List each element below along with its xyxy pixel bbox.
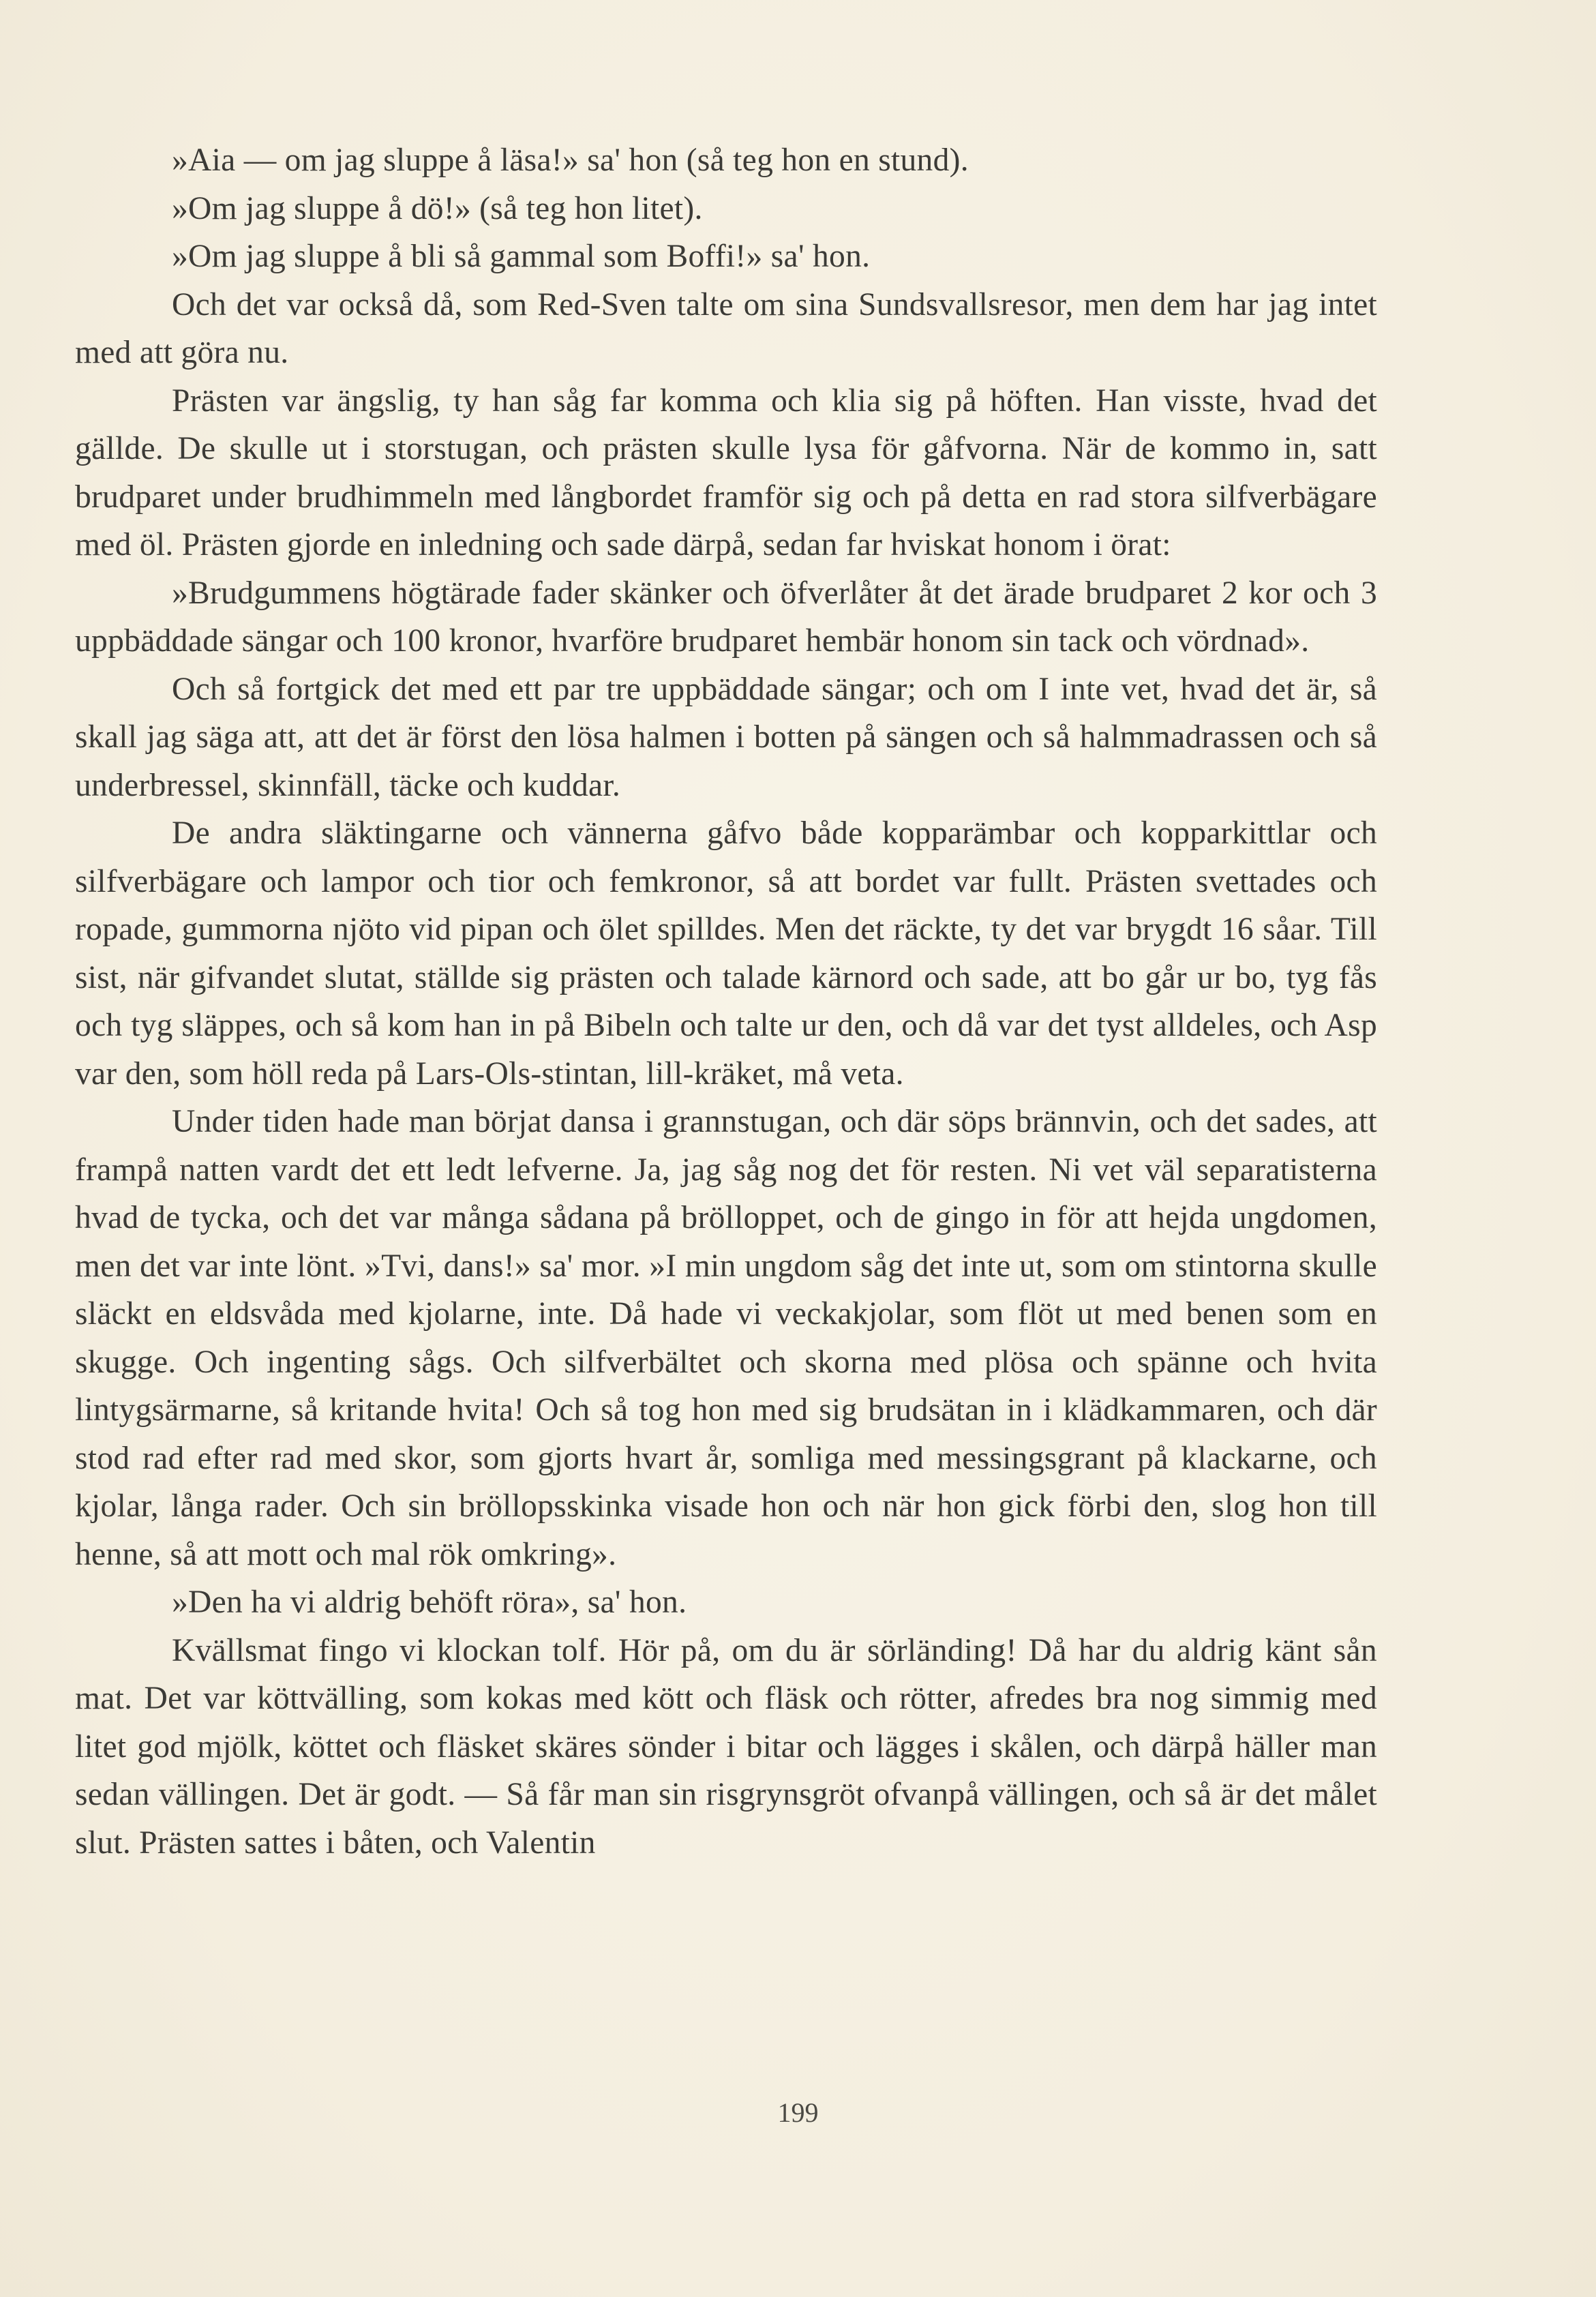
- page-number: 199: [777, 2097, 819, 2128]
- paragraph-7: Och så fortgick det med ett par tre uppbäddade sängar; och om I inte vet, hvad det är, så skall jag säga att, att det är först den lösa halmen i botten på sängen och så halmmadrassen och så underbressel, skinnfäll, täcke och kuddar.: [75, 671, 1377, 803]
- paragraph-11: Kvällsmat fingo vi klockan tolf. Hör på, om du är sörländing! Då har du aldrig känt sån mat. Det var köttvälling, som kokas med kött och fläsk och rötter, afredes bra nog simmig med litet god mjölk, köttet och fläsket skäres sönder i bitar och lägges i skålen, och därpå häller man sedan vällingen. Det är godt. — Så får man sin risgrynsgröt ofvanpå vällingen, och så är det målet slut. Prästen sattes i båten, och Valentin: [75, 1632, 1377, 1861]
- paragraph-1: »Aia — om jag sluppe å läsa!» sa' hon (så teg hon en stund).: [172, 142, 969, 178]
- paragraph-9: Under tiden hade man börjat dansa i grannstugan, och där söps brännvin, och det sades, att frampå natten vardt det ett ledt lefverne. Ja, jag såg nog det för resten. Ni vet väl separatisterna hvad de tycka, och det var många sådana på brölloppet, och de gingo in för att hejda ungdomen, men det var inte lönt. »Tvi, dans!» sa' mor. »I min ungdom såg det inte ut, som om stintorna skulle släckt en eldsvåda med kjolarne, inte. Då hade vi veckakjolar, som flöt ut med benen som en skugge. Och ingenting sågs. Och silfverbältet och skorna med plösa och spänne och hvita lintygsärmarne, så kritande hvita! Och så tog hon med sig brudsätan in i klädkammaren, och där stod rad efter rad med skor, som gjorts hvart år, somliga med messingsgrant på klackarne, och kjolar, långa rader. Och sin bröllopsskinka visade hon och när hon gick förbi den, slog hon till henne, så att mott och mal rök omkring».: [75, 1104, 1377, 1572]
- paragraph-8: De andra släktingarne och vännerna gåfvo både kopparämbar och kopparkittlar och silfverbägare och lampor och tior och femkronor, så att bordet var fullt. Prästen svettades och ropade, gummorna njöto vid pipan och ölet spilldes. Men det räckte, ty det var brygdt 16 såar. Till sist, när gifvandet slutat, ställde sig prästen och talade kärnord och sade, att bo går ur bo, tyg fås och tyg släppes, och så kom han in på Bibeln och talte ur den, och då var det tyst alldeles, och Asp var den, som höll reda på Lars-Ols-stintan, lill-kräket, må veta.: [75, 815, 1377, 1092]
- paragraph-2: »Om jag sluppe å dö!» (så teg hon litet).: [172, 190, 703, 226]
- paragraph-4: Och det var också då, som Red-Sven talte om sina Sundsvallsresor, men dem har jag intet med att göra nu.: [75, 286, 1377, 370]
- body-text: [75, 136, 1377, 1867]
- paragraph-3: »Om jag sluppe å bli så gammal som Boffi!» sa' hon.: [172, 239, 871, 274]
- paragraph-6: »Brudgummens högtärade fader skänker och öfverlåter åt det ärade brudparet 2 kor och 3 uppbäddade sängar och 100 kronor, hvarföre brudparet hembär honom sin tack och vördnad».: [75, 575, 1377, 659]
- paragraph-5: Prästen var ängslig, ty han såg far komma och klia sig på höften. Han visste, hvad det gällde. De skulle ut i storstugan, och prästen skulle lysa för gåfvorna. När de kommo in, satt brudparet under brudhimmeln med långbordet framför sig och på detta en rad stora silfverbägare med öl. Prästen gjorde en inledning och sade därpå, sedan far hviskat honom i örat:: [75, 382, 1377, 562]
- paragraph-10: »Den ha vi aldrig behöft röra», sa' hon.: [172, 1585, 687, 1620]
